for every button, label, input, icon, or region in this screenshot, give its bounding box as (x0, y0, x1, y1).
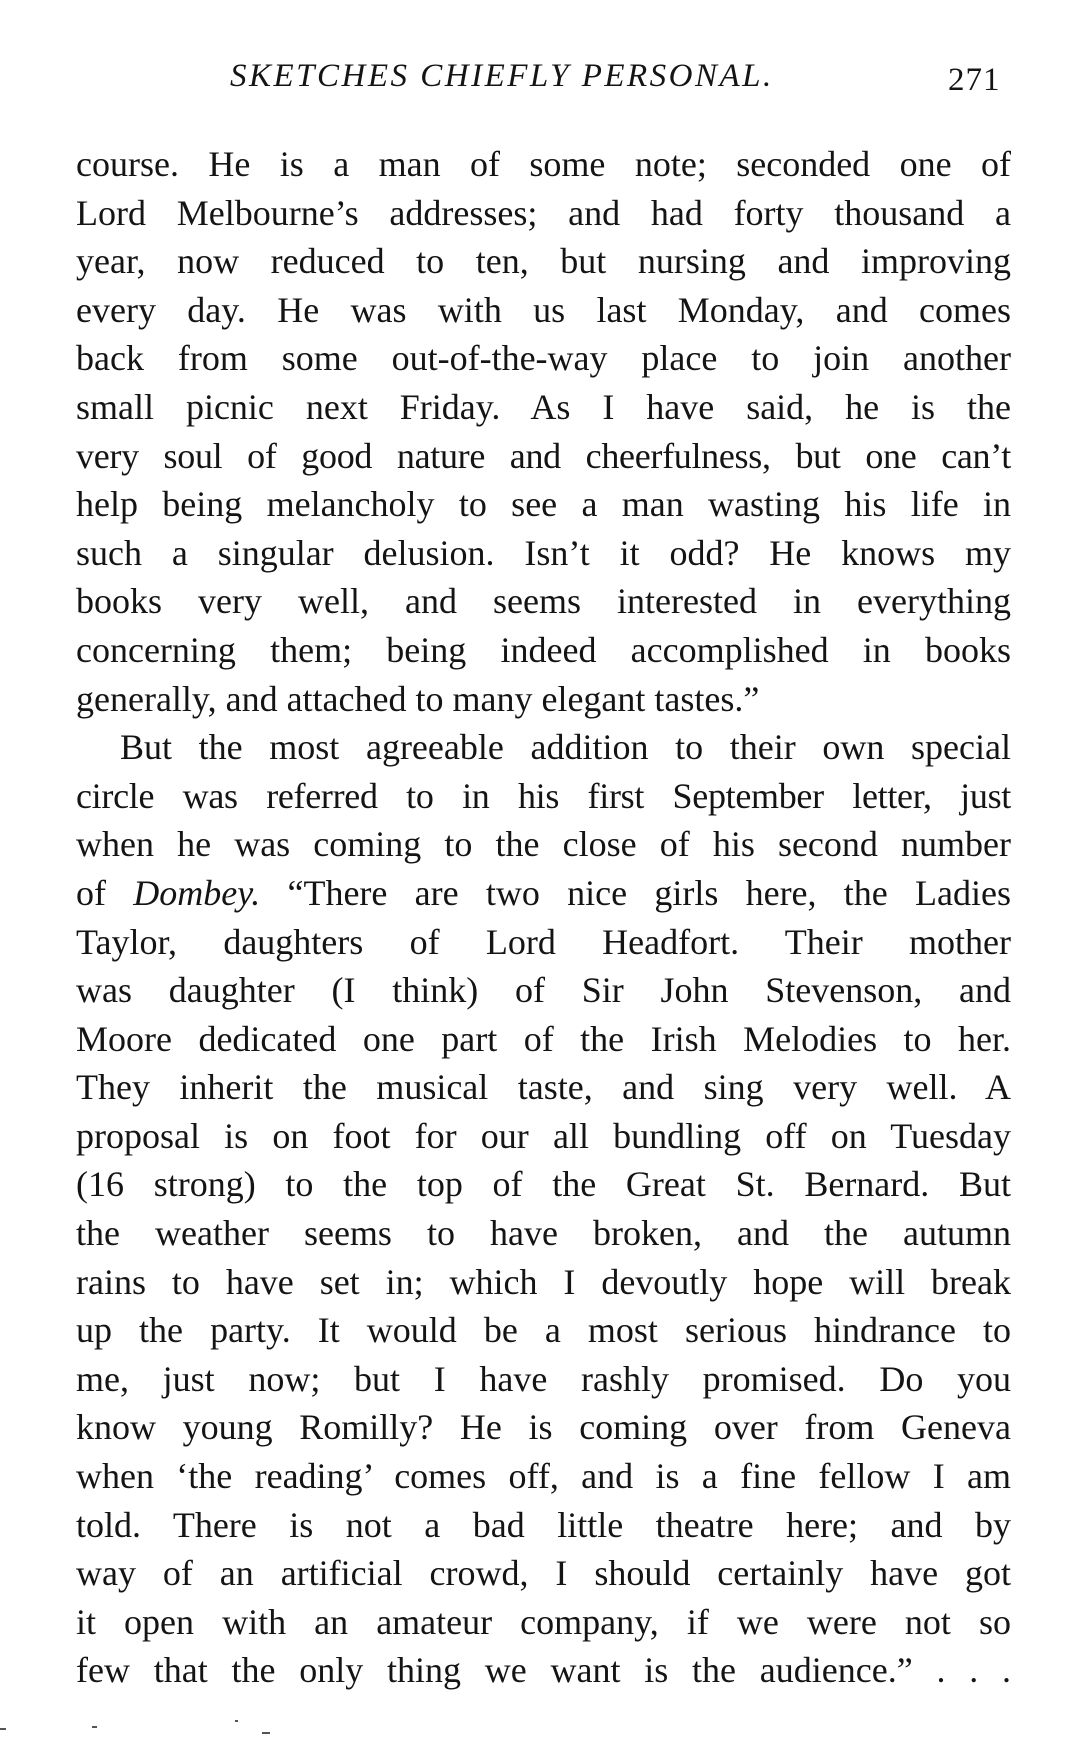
text-line: was daughter (I think) of Sir John Stevenson, and (76, 970, 1011, 1011)
text-line: help being melancholy to see a man wasting his life in (76, 484, 1011, 525)
text-line: concerning them; being indeed accomplished in books (76, 629, 1011, 670)
text-line: the weather seems to have broken, and the autumn (76, 1213, 1011, 1254)
running-head (0, 58, 1067, 108)
scan-speck (235, 1720, 238, 1722)
text-line: Moore dedicated one part of the Irish Melodies to her. (76, 1018, 1011, 1059)
paragraph-start-line: But the most agreeable addition to their own special (120, 727, 1011, 768)
text-line: every day. He was with us last Monday, and comes (76, 289, 1011, 330)
text-line: small picnic next Friday. As I have said, he is the (76, 386, 1011, 427)
text-line: year, now reduced to ten, but nursing and improving (76, 241, 1011, 282)
text-line: course. He is a man of some note; seconded one of (76, 144, 1011, 184)
text-line: me, just now; but I have rashly promised. Do you (76, 1358, 1011, 1399)
text-line: way of an artificial crowd, I should certainly have got (76, 1553, 1011, 1594)
line-prefix: of (76, 872, 134, 913)
text-line: back from some out-of-the-way place to join another (76, 338, 1011, 379)
text-line: rains to have set in; which I devoutly hope will break (76, 1261, 1011, 1302)
text-line: (16 strong) to the top of the Great St. Bernard. But (76, 1164, 1011, 1205)
text-line: They inherit the musical taste, and sing very well. A (76, 1067, 1011, 1108)
book-title-italic: Dombey. (133, 872, 261, 913)
text-line: Taylor, daughters of Lord Headfort. Their mother (76, 921, 1011, 962)
body-text (76, 140, 1011, 1695)
text-line: told. There is not a bad little theatre here; and by (76, 1504, 1011, 1545)
text-line: few that the only thing we want is the audience.” . . . (76, 1650, 1011, 1691)
text-line: when he was coming to the close of his second number (76, 824, 1011, 865)
text-line: when ‘the reading’ comes off, and is a fine fellow I am (76, 1456, 1011, 1497)
text-line: very soul of good nature and cheerfulness, but one can’t (76, 435, 1011, 476)
running-title: SKETCHES CHIEFLY PERSONAL. (230, 58, 774, 94)
text-line: such a singular delusion. Isn’t it odd? He knows my (76, 532, 1011, 573)
scan-speck (0, 1728, 6, 1730)
scan-specks (0, 1720, 1067, 1740)
text-line: it open with an amateur company, if we were not so (76, 1601, 1011, 1642)
text-line: generally, and attached to many elegant tastes.” (76, 678, 760, 719)
text-line-with-italic (76, 869, 1011, 918)
text-line: proposal is on foot for our all bundling off on Tuesday (76, 1115, 1011, 1156)
scan-speck (262, 1732, 270, 1734)
text-line: Lord Melbourne’s addresses; and had forty thousand a (76, 192, 1011, 233)
text-line: up the party. It would be a most serious hindrance to (76, 1310, 1011, 1351)
text-line: circle was referred to in his first September letter, just (76, 775, 1011, 816)
text-line: know young Romilly? He is coming over from Geneva (76, 1407, 1011, 1448)
scan-speck (92, 1726, 97, 1728)
line-rest: “There are two nice girls here, the Ladies (287, 872, 1011, 913)
page-number: 271 (948, 62, 1001, 98)
text-line: books very well, and seems interested in everything (76, 581, 1011, 622)
